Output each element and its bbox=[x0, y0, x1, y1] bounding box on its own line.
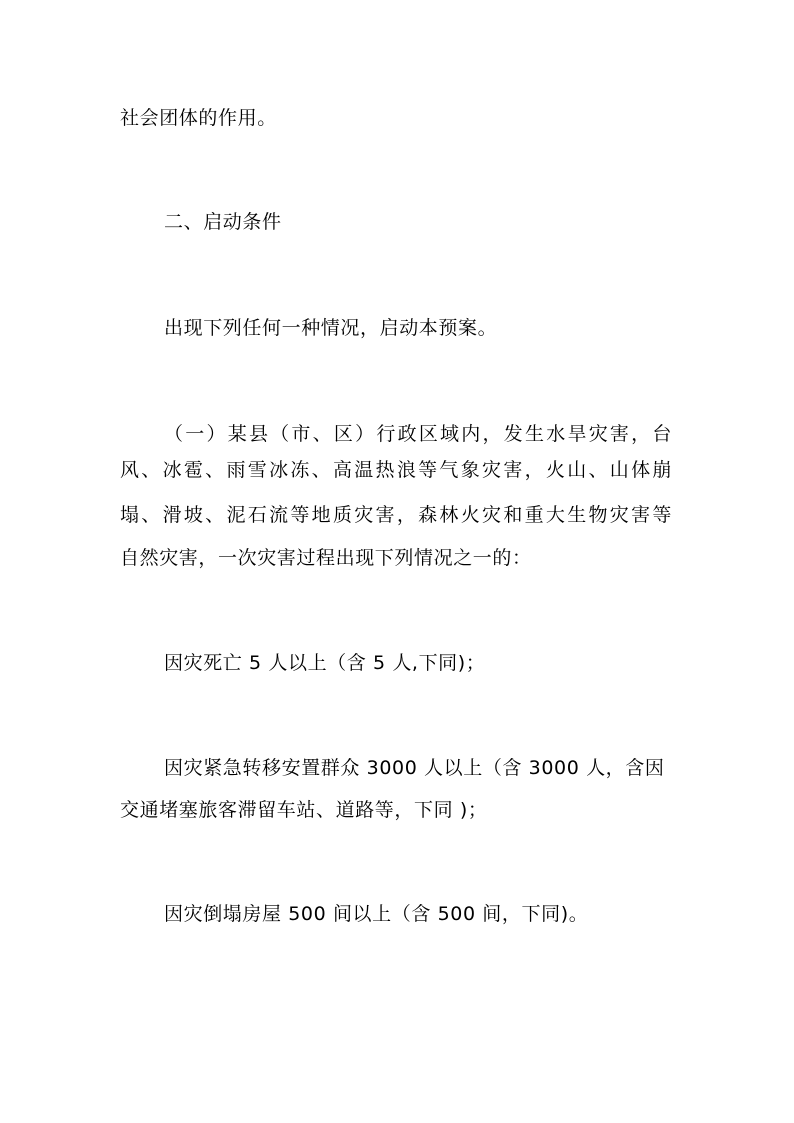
paragraph-line: （一）某县（市、区）行政区域内，发生水旱灾害，台 bbox=[164, 423, 672, 445]
paragraph-line: 自然灾害，一次灾害过程出现下列情况之一的： bbox=[120, 547, 532, 569]
paragraph-line: 塌、滑坡、泥石流等地质灾害，森林火灾和重大生物灾害等 bbox=[120, 504, 672, 526]
list-item-continuation: 交通堵塞旅客滞留车站、道路等，下同 )； bbox=[120, 799, 488, 821]
list-item: 因灾倒塌房屋 500 间以上（含 500 间，下同)。 bbox=[164, 903, 589, 925]
list-item: 因灾死亡 5 人以上（含 5 人,下同)； bbox=[164, 652, 486, 674]
paragraph-line: 出现下列任何一种情况，启动本预案。 bbox=[164, 317, 498, 339]
paragraph-line: 社会团体的作用。 bbox=[120, 107, 277, 129]
list-item: 因灾紧急转移安置群众 3000 人以上（含 3000 人，含因 bbox=[164, 757, 665, 779]
paragraph-line: 风、冰雹、雨雪冰冻、高温热浪等气象灾害，火山、山体崩 bbox=[120, 459, 672, 481]
section-heading: 二、启动条件 bbox=[164, 211, 282, 233]
